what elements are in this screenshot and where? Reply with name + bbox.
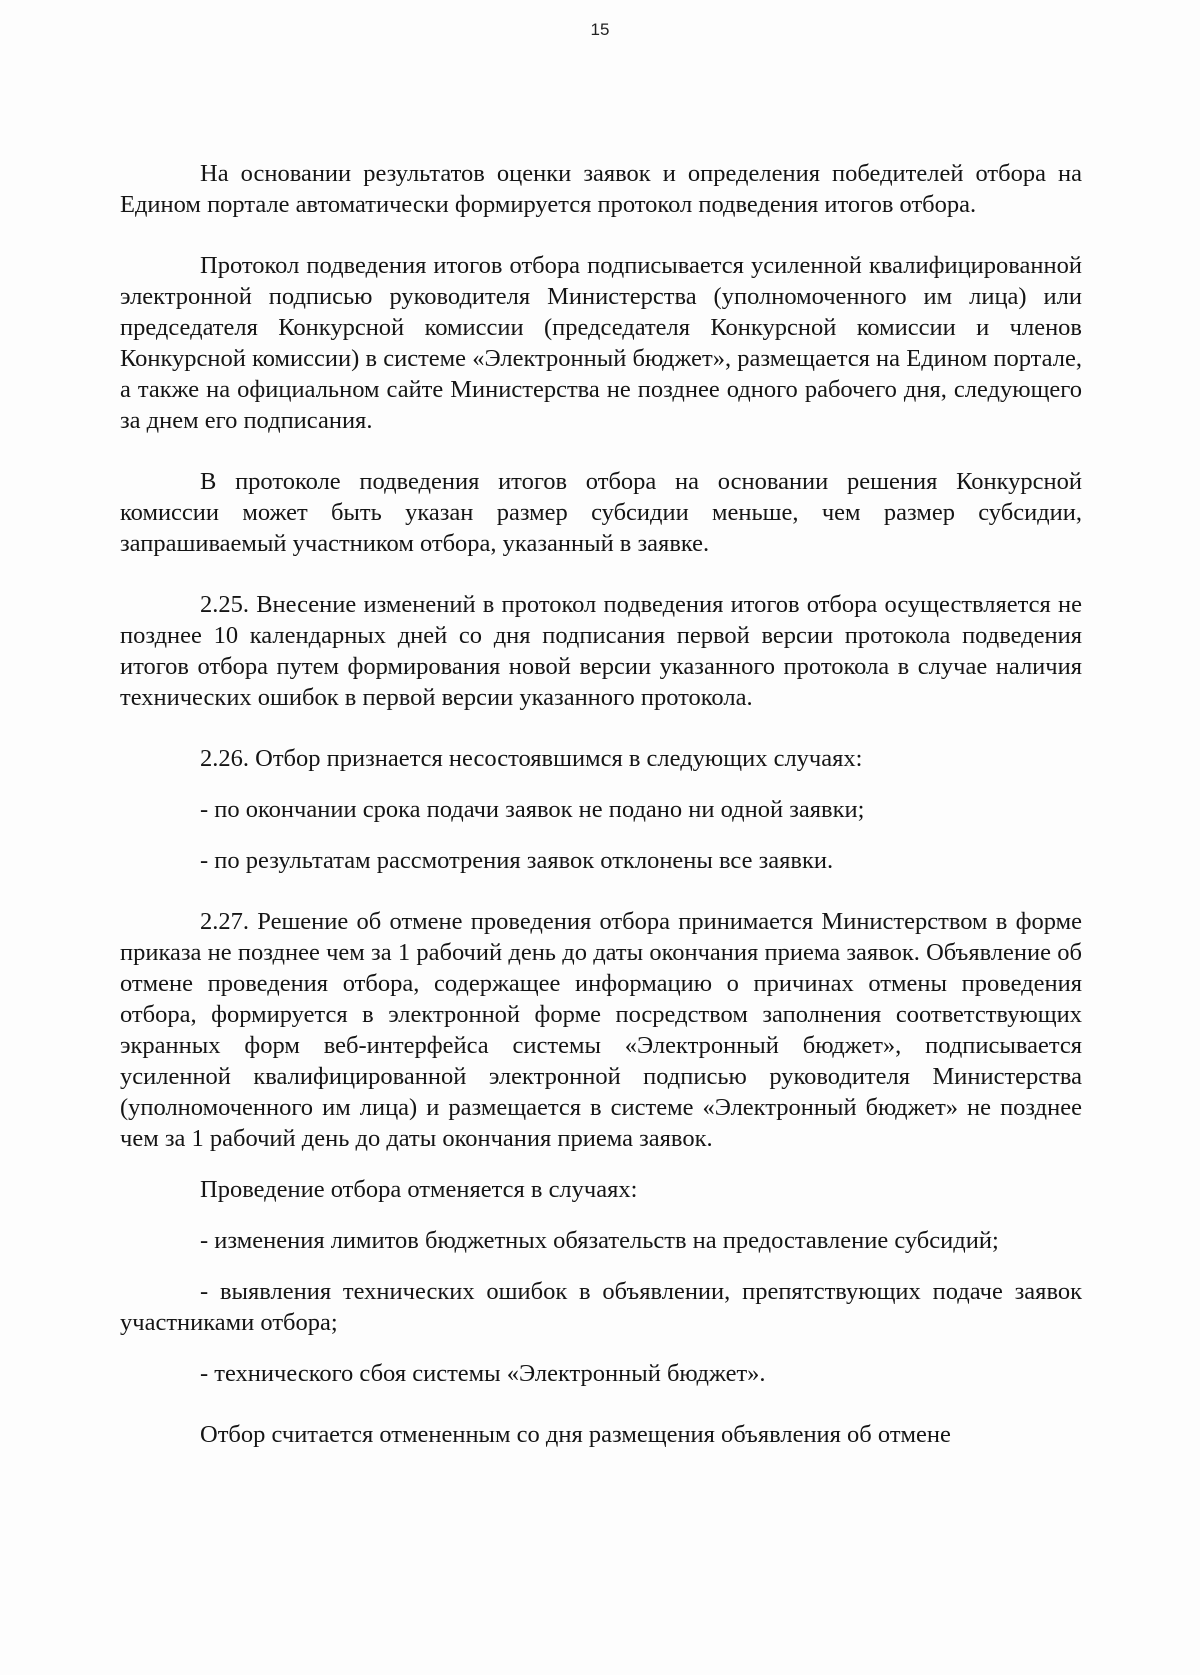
page-number: 15 [590, 20, 610, 39]
list-item-technical-errors: - выявления технических ошибок в объявлении, препятствующих подаче заявок участниками отбора; [120, 1278, 1082, 1336]
paragraph-2-27: 2.27. Решение об отмене проведения отбора принимается Министерством в форме приказа не позднее чем за 1 рабочий день до даты окончания приема заявок. Объявление об отмене проведения отбора, содержащее информацию о причинах отмены проведения отбора, формируется в электронной форме посредством заполнения соответствующих экранных форм веб-интерфейса системы «Электронный бюджет», подписывается усиленной квалифицированной электронной подписью руководителя Министерства (уполномоченного им лица) и размещается в системе «Электронный бюджет» не позднее чем за 1 рабочий день до даты окончания приема заявок. [120, 908, 1082, 1152]
list-item-budget-limits: - изменения лимитов бюджетных обязательств на предоставление субсидий; [200, 1227, 999, 1254]
paragraph-cancellation-cases: Проведение отбора отменяется в случаях: [200, 1176, 638, 1203]
paragraph-cancellation-date: Отбор считается отмененным со дня размещения объявления об отмене [200, 1421, 951, 1448]
paragraph-subsidy-amount: В протоколе подведения итогов отбора на основании решения Конкурсной комиссии может быть указан размер субсидии меньше, чем размер субсидии, запрашиваемый участником отбора, указанный в заявке. [120, 468, 1082, 557]
document-body [120, 158, 1082, 1450]
paragraph-protocol-formation: На основании результатов оценки заявок и определения победителей отбора на Едином портале автоматически формируется протокол подведения итогов отбора. [120, 160, 1082, 218]
list-item-system-failure: - технического сбоя системы «Электронный бюджет». [200, 1360, 766, 1387]
paragraph-protocol-signing: Протокол подведения итогов отбора подписывается усиленной квалифицированной электронной подписью руководителя Министерства (уполномоченного им лица) или председателя Конкурсной комиссии (председателя Конкурсной комиссии и членов Конкурсной комиссии) в системе «Электронный бюджет», размещается на Едином портале, а также на официальном сайте Министерства не позднее одного рабочего дня, следующего за днем его подписания. [120, 252, 1082, 434]
paragraph-2-26: 2.26. Отбор признается несостоявшимся в следующих случаях: [200, 745, 863, 772]
list-item-all-rejected: - по результатам рассмотрения заявок отклонены все заявки. [200, 847, 834, 874]
paragraph-2-25: 2.25. Внесение изменений в протокол подведения итогов отбора осуществляется не позднее 10 календарных дней со дня подписания первой версии протокола подведения итогов отбора путем формирования новой версии указанного протокола в случае наличия технических ошибок в первой версии указанного протокола. [120, 591, 1082, 711]
list-item-no-applications: - по окончании срока подачи заявок не подано ни одной заявки; [200, 796, 865, 823]
